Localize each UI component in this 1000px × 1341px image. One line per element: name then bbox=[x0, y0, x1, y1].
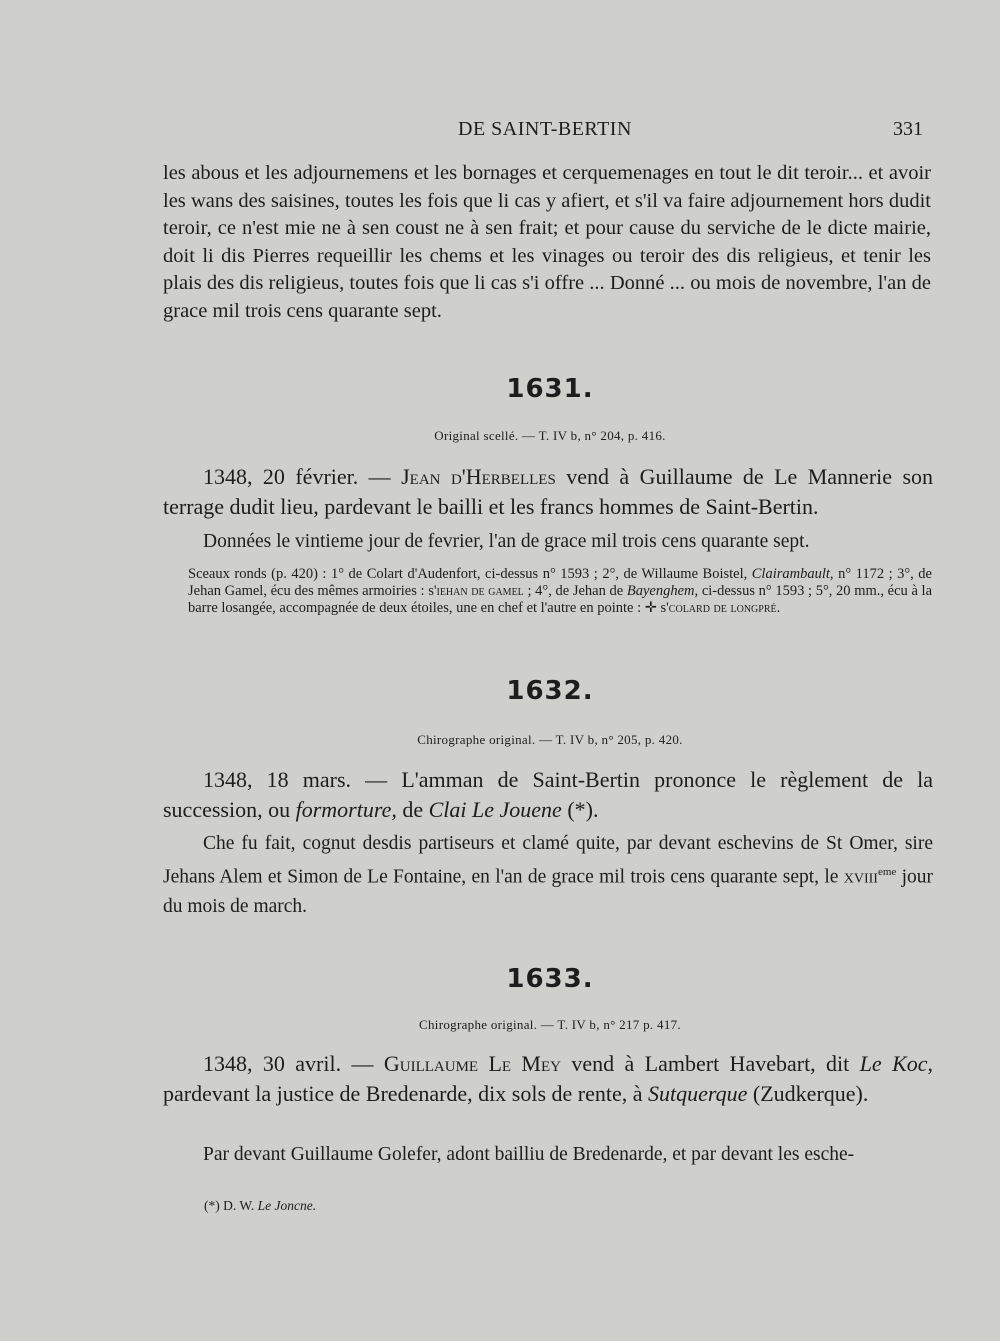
entry-source-1632: Chirographe original. — T. IV b, n° 205, p. 420. bbox=[417, 732, 683, 747]
entry-seals-1631 bbox=[188, 566, 932, 617]
summary-italic: Sutquerque bbox=[648, 1080, 748, 1106]
seals-text: s' bbox=[660, 600, 669, 616]
seals-italic: Clairambault, bbox=[751, 566, 834, 582]
summary-date: 1348, 18 mars. — bbox=[203, 767, 388, 792]
summary-text: L'amman de Saint-Bertin prononce le règlement de la succession, ou bbox=[163, 767, 934, 822]
quote-text: Che fu fait, cognut desdis partiseurs et clamé quite, par devant eschevins de St Omer, sire Jehans Alem et Simon de Le Fontaine, en l'an de grace mil trois cens quarante sept, le bbox=[163, 833, 933, 888]
summary-italic: Le Koc, bbox=[859, 1051, 934, 1076]
quote-roman: xviii bbox=[843, 866, 878, 888]
seal-legend: colard de longpré. bbox=[668, 600, 781, 616]
summary-date: 1348, 30 avril. — bbox=[203, 1051, 374, 1076]
entry-source-1631: Original scellé. — T. IV b, n° 204, p. 416. bbox=[434, 428, 666, 443]
entry-number-1631: 1631. bbox=[506, 374, 594, 404]
summary-italic: Clai Le Jouene bbox=[428, 796, 562, 822]
entry-number-1633: 1633. bbox=[506, 964, 594, 994]
seals-text: ; 4°, de Jehan de bbox=[527, 583, 624, 599]
entry-quote-1632 bbox=[163, 829, 933, 921]
summary-text: pardevant la justice de Bredenarde, dix sols de rente, à bbox=[163, 1080, 643, 1106]
summary-text: de bbox=[402, 796, 424, 822]
seals-text: Sceaux ronds (p. 420) : 1° de Colart d'Audenfort, ci-dessus n° 1593 ; 2°, de Willaume Boistel, bbox=[188, 566, 748, 582]
footnote-italic: Le Joncne. bbox=[257, 1198, 317, 1213]
seals-text: ci-dessus n° 1593 ; 5°, 20 mm., écu à la barre losangée, accompagnée de deux étoiles, une en chef et l'autre en pointe : bbox=[188, 583, 933, 616]
summary-text: vend à Lambert Havebart, dit bbox=[571, 1051, 850, 1076]
seal-legend: iehan de gamel bbox=[436, 583, 524, 599]
footnote-mark: (*) D. W. bbox=[204, 1198, 255, 1213]
summary-name: Guillaume Le Mey bbox=[383, 1051, 561, 1076]
entry-number-1632: 1632. bbox=[506, 676, 594, 706]
intro-paragraph: les abous et les adjournemens et les bornages et cerquemenages en tout le dit teroir... et avoir les wans des saisines, toutes les fois que li cas y afiert, et s'il va faire adjournement hors dudit teroir, ce n'est mie ne à sen coust ne à sen frait; et pour cause du serviche de le dicte mairie, doit li dis Pierres requeillir les chems et les vinages ou teroir des dis religieus, et tenir les plais des dis religieus, toutes fois que li cas s'i offre ... Donné ... ou mois de novembre, l'an de grace mil trois cens quarante sept. bbox=[163, 162, 931, 322]
cross-icon: ✛ bbox=[644, 600, 657, 616]
seals-text: n° 1172 ; 3°, de Jehan Gamel, écu des mêmes armoiries : s' bbox=[188, 566, 932, 599]
entry-quote-1633: Par devant Guillaume Golefer, adont bailliu de Bredenarde, et par devant les esche- bbox=[203, 1144, 855, 1165]
summary-italic: formorture, bbox=[295, 796, 397, 822]
quote-sup: eme bbox=[877, 866, 897, 878]
entry-summary-1631 bbox=[163, 462, 933, 521]
summary-date: 1348, 20 février. — bbox=[203, 464, 391, 489]
entry-summary-1633 bbox=[163, 1049, 933, 1108]
entry-quote-1631: Données le vintieme jour de fevrier, l'an de grace mil trois cens quarante sept. bbox=[203, 531, 810, 552]
page-number: 331 bbox=[893, 118, 923, 140]
seals-italic: Bayenghem, bbox=[626, 583, 699, 599]
running-head: DE SAINT-BERTIN bbox=[458, 118, 632, 140]
summary-text: (Zudkerque). bbox=[752, 1080, 869, 1106]
summary-text: vend à Guillaume de Le Mannerie son terrage dudit lieu, pardevant le bailli et les francs hommes de Saint-Bertin. bbox=[163, 464, 934, 519]
quote-text: jour du mois de march. bbox=[163, 866, 934, 917]
summary-name: Jean d'Herbelles bbox=[401, 464, 556, 489]
footnote bbox=[204, 1198, 316, 1214]
summary-text: (*). bbox=[567, 796, 599, 822]
entry-source-1633: Chirographe original. — T. IV b, n° 217 p. 417. bbox=[419, 1017, 681, 1032]
page-header bbox=[0, 118, 1000, 148]
entry-summary-1632 bbox=[163, 765, 933, 824]
